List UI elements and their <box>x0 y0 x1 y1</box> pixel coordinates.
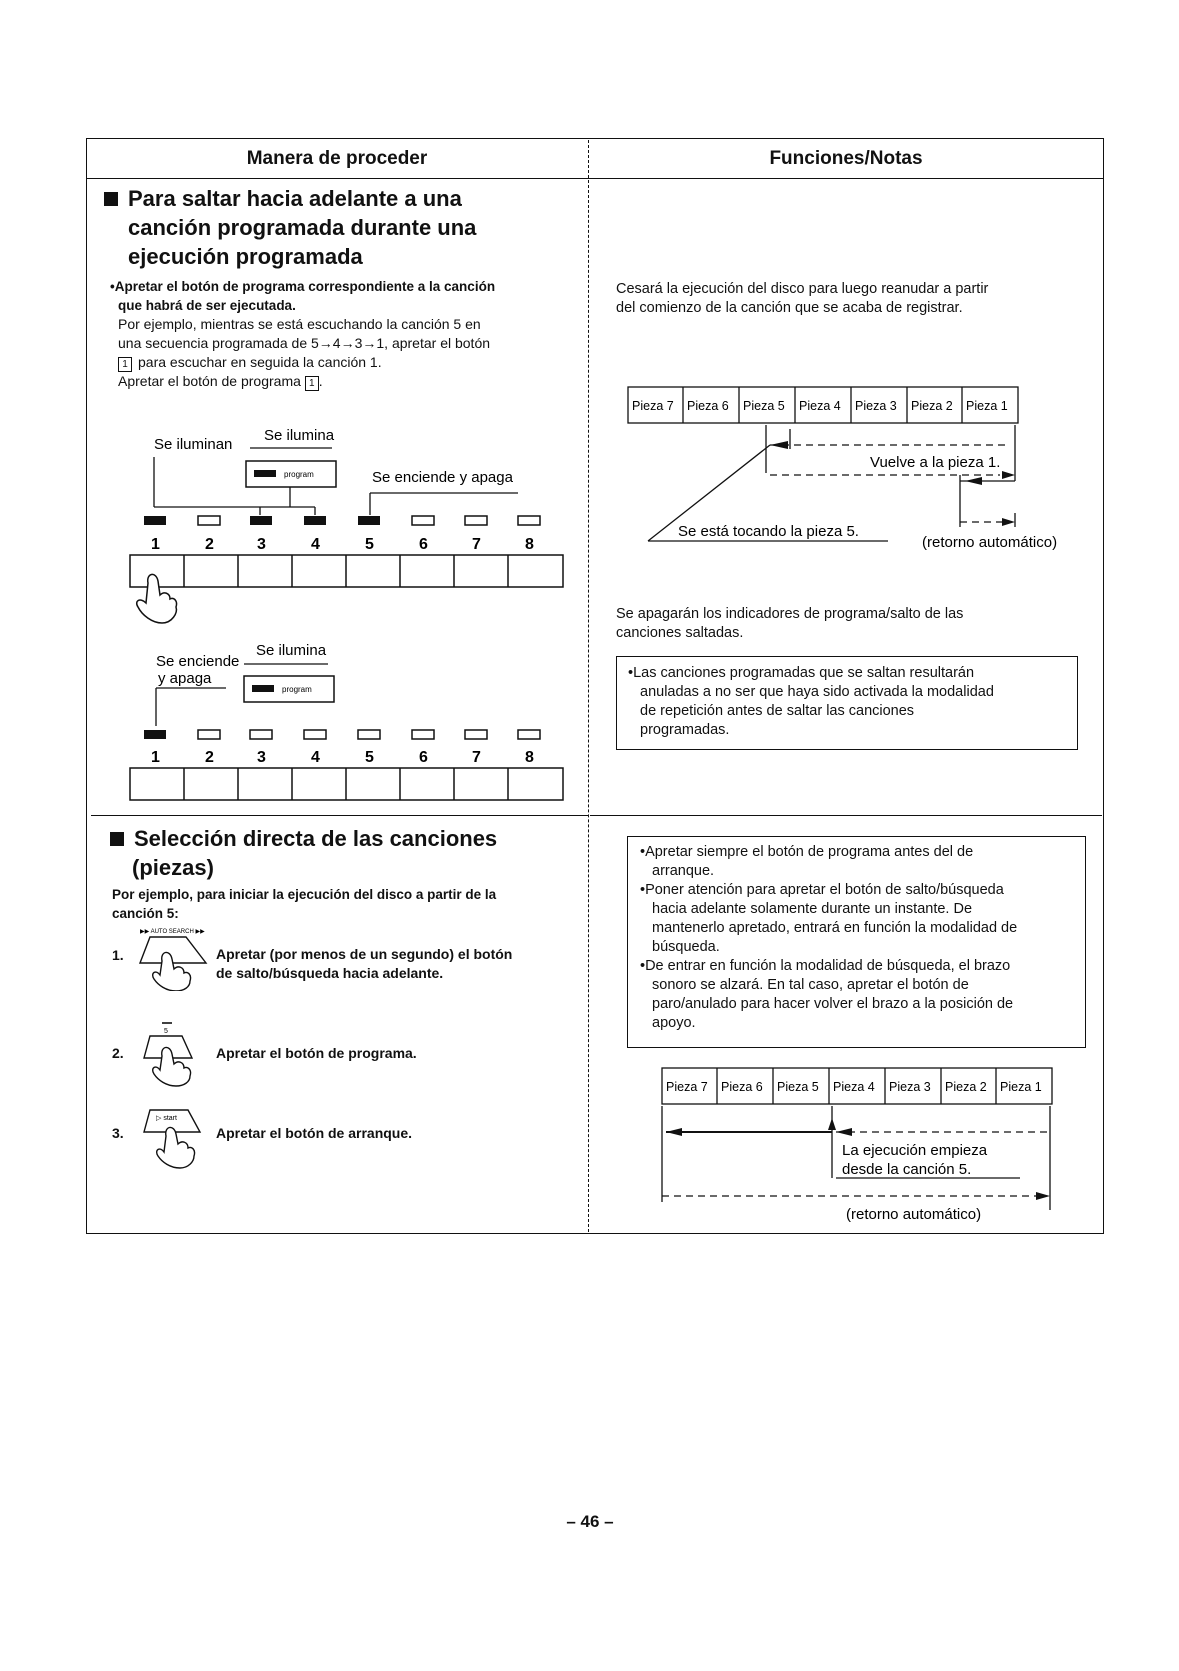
svg-text:Pieza 4: Pieza 4 <box>833 1080 875 1094</box>
note2-line-2: canciones saltadas. <box>616 625 744 641</box>
hand-pointer-icon <box>137 574 177 623</box>
box2-line-10: apoyo. <box>652 1015 696 1031</box>
header-right: Funciones/Notas <box>769 148 923 169</box>
button-1-icon: 1 <box>118 357 132 372</box>
svg-text:5: 5 <box>365 536 374 553</box>
svg-text:8: 8 <box>525 536 534 553</box>
example-line-2: una secuencia programada de 5→4→3→1, apretar el botón <box>118 335 491 351</box>
svg-text:4: 4 <box>311 536 320 553</box>
retorno-label-1: (retorno automático) <box>922 534 1058 551</box>
label-se-ilumina-2: Se ilumina <box>256 642 327 659</box>
piece-labels-1 <box>632 399 1008 413</box>
step3-text: Apretar el botón de arranque. <box>216 1125 413 1141</box>
svg-text:1: 1 <box>151 536 160 553</box>
empieza-label-1: La ejecución empieza <box>842 1142 988 1159</box>
section2-intro <box>112 885 588 923</box>
program-diagram-2 <box>120 640 570 810</box>
program-buttons-1 <box>130 555 563 587</box>
header-left: Manera de proceder <box>246 148 428 169</box>
box2-line-7: •De entrar en función la modalidad de búsqueda, el brazo <box>640 958 1011 974</box>
section-divider-left <box>91 815 588 816</box>
section1-title <box>104 184 584 271</box>
svg-text:5: 5 <box>365 749 374 766</box>
example-line-4: Apretar el botón de programa 1 . <box>118 373 323 389</box>
intro-line-1: Por ejemplo, para iniciar la ejecución del disco a partir de la <box>112 887 497 902</box>
svg-text:Pieza 3: Pieza 3 <box>889 1080 931 1094</box>
tocando-label: Se está tocando la pieza 5. <box>678 523 859 540</box>
box1-line-2: anuladas a no ser que haya sido activada la modalidad <box>640 684 994 700</box>
svg-text:Pieza 7: Pieza 7 <box>666 1080 708 1094</box>
svg-text:5: 5 <box>164 1028 168 1035</box>
step3-number: 3. <box>112 1125 124 1141</box>
box2-line-8: sonoro se alzará. En tal caso, apretar el botón de <box>652 977 969 993</box>
selection-arrow-heads <box>666 1118 1050 1200</box>
program-diagram-1 <box>120 415 570 630</box>
bullet-square-icon <box>110 832 124 846</box>
title-line-3: ejecución programada <box>128 244 363 269</box>
button-1-icon: 1 <box>305 376 319 391</box>
step3-key-icon <box>136 1106 212 1172</box>
svg-text:2: 2 <box>205 536 214 553</box>
s2-title-line-2: (piezas) <box>132 855 214 880</box>
svg-text:Pieza 4: Pieza 4 <box>799 399 841 413</box>
retorno-label-2: (retorno automático) <box>846 1206 982 1223</box>
label-se-enciende-1: Se enciende <box>156 653 240 670</box>
instruction-line-1: •Apretar el botón de programa correspondiente a la canción <box>110 279 496 294</box>
direct-selection-diagram <box>660 1066 1080 1226</box>
step1-line-2: de salto/búsqueda hacia adelante. <box>216 965 444 981</box>
svg-text:Pieza 6: Pieza 6 <box>687 399 729 413</box>
step1-line-1: Apretar (por menos de un segundo) el botón <box>216 946 513 962</box>
svg-text:4: 4 <box>311 749 320 766</box>
svg-text:Pieza 2: Pieza 2 <box>945 1080 987 1094</box>
program-key-label-2: program <box>282 685 312 694</box>
box2-line-1: •Apretar siempre el botón de programa antes del de <box>640 844 974 860</box>
step1-key-icon <box>126 925 212 991</box>
svg-text:1: 1 <box>151 749 160 766</box>
note1-line-2: del comienzo de la canción que se acaba de registrar. <box>616 300 963 316</box>
svg-text:6: 6 <box>419 749 428 766</box>
title-line-2: canción programada durante una <box>128 215 477 240</box>
svg-text:Pieza 1: Pieza 1 <box>966 399 1008 413</box>
empieza-label-2: desde la canción 5. <box>842 1161 972 1178</box>
svg-text:Pieza 2: Pieza 2 <box>911 399 953 413</box>
svg-text:▷ start: ▷ start <box>156 1115 177 1122</box>
header-divider <box>86 178 1104 179</box>
note-box-2-text <box>640 843 1074 1033</box>
note1-line-1: Cesará la ejecución del disco para luego reanudar a partir <box>616 281 989 297</box>
svg-text:Pieza 3: Pieza 3 <box>855 399 897 413</box>
example-line-1: Por ejemplo, mientras se está escuchando la canción 5 en <box>118 316 481 332</box>
svg-text:3: 3 <box>257 749 266 766</box>
step2-number: 2. <box>112 1045 124 1061</box>
box2-line-9: paro/anulado para hacer volver el brazo a la posición de <box>652 996 1014 1012</box>
svg-text:Pieza 5: Pieza 5 <box>743 399 785 413</box>
box2-line-6: búsqueda. <box>652 939 720 955</box>
button-numbers-2 <box>151 749 534 766</box>
example-line-3: 1 para escuchar en seguida la canción 1. <box>118 353 588 372</box>
note2 <box>616 605 1086 643</box>
svg-text:Pieza 6: Pieza 6 <box>721 1080 763 1094</box>
svg-text:3: 3 <box>257 536 266 553</box>
svg-text:7: 7 <box>472 536 481 553</box>
box2-line-5: mantenerlo apretado, entrará en función la modalidad de <box>652 920 1018 936</box>
vuelve-label: Vuelve a la pieza 1. <box>870 454 1001 471</box>
box1-line-4: programadas. <box>640 722 730 738</box>
indicator-row-1 <box>144 516 540 525</box>
step2-text: Apretar el botón de programa. <box>216 1045 417 1061</box>
piece-labels-2 <box>666 1080 1042 1094</box>
label-se-enciende-2: y apaga <box>158 670 212 687</box>
label-se-ilumina: Se ilumina <box>264 427 335 444</box>
svg-text:7: 7 <box>472 749 481 766</box>
s2-title-line-1: Selección directa de las canciones <box>110 824 586 853</box>
bullet-square-icon <box>104 192 118 206</box>
svg-text:Pieza 1: Pieza 1 <box>1000 1080 1042 1094</box>
step2-key-icon <box>136 1020 206 1088</box>
label-se-iluminan: Se iluminan <box>154 436 233 453</box>
box2-line-2: arranque. <box>652 863 715 879</box>
program-buttons-2 <box>130 768 563 800</box>
note1 <box>616 280 1086 318</box>
note2-line-1: Se apagarán los indicadores de programa/salto de las <box>616 606 964 622</box>
intro-line-2: canción 5: <box>112 906 179 921</box>
svg-text:Pieza 7: Pieza 7 <box>632 399 674 413</box>
step1-text <box>216 945 576 983</box>
button-numbers-1 <box>151 536 534 553</box>
svg-text:2: 2 <box>205 749 214 766</box>
svg-text:8: 8 <box>525 749 534 766</box>
box1-line-3: de repetición antes de saltar las canciones <box>640 703 915 719</box>
box2-line-3: •Poner atención para apretar el botón de salto/búsqueda <box>640 882 1004 898</box>
section1-example <box>118 315 588 391</box>
svg-text:▶▶ AUTO SEARCH ▶▶: ▶▶ AUTO SEARCH ▶▶ <box>140 929 205 935</box>
page-number: – 46 – <box>566 1512 614 1531</box>
program-key-label: program <box>284 470 314 479</box>
svg-text:Pieza 5: Pieza 5 <box>777 1080 819 1094</box>
column-divider <box>588 140 589 1232</box>
section2-title <box>110 824 586 882</box>
label-se-enciende: Se enciende y apaga <box>372 469 513 486</box>
title-line-1: Para saltar hacia adelante a una <box>104 184 584 213</box>
svg-text:6: 6 <box>419 536 428 553</box>
box2-line-4: hacia adelante solamente durante un instante. De <box>652 901 973 917</box>
instruction-line-2: que habrá de ser ejecutada. <box>118 298 296 313</box>
note-box-1-text <box>628 664 1068 740</box>
step1-number: 1. <box>112 947 124 963</box>
box1-line-1: •Las canciones programadas que se saltan resultarán <box>628 665 975 681</box>
indicator-row-2 <box>144 730 540 739</box>
section1-instruction <box>110 277 580 315</box>
section-divider-right <box>590 815 1102 816</box>
skip-diagram <box>620 385 1090 555</box>
